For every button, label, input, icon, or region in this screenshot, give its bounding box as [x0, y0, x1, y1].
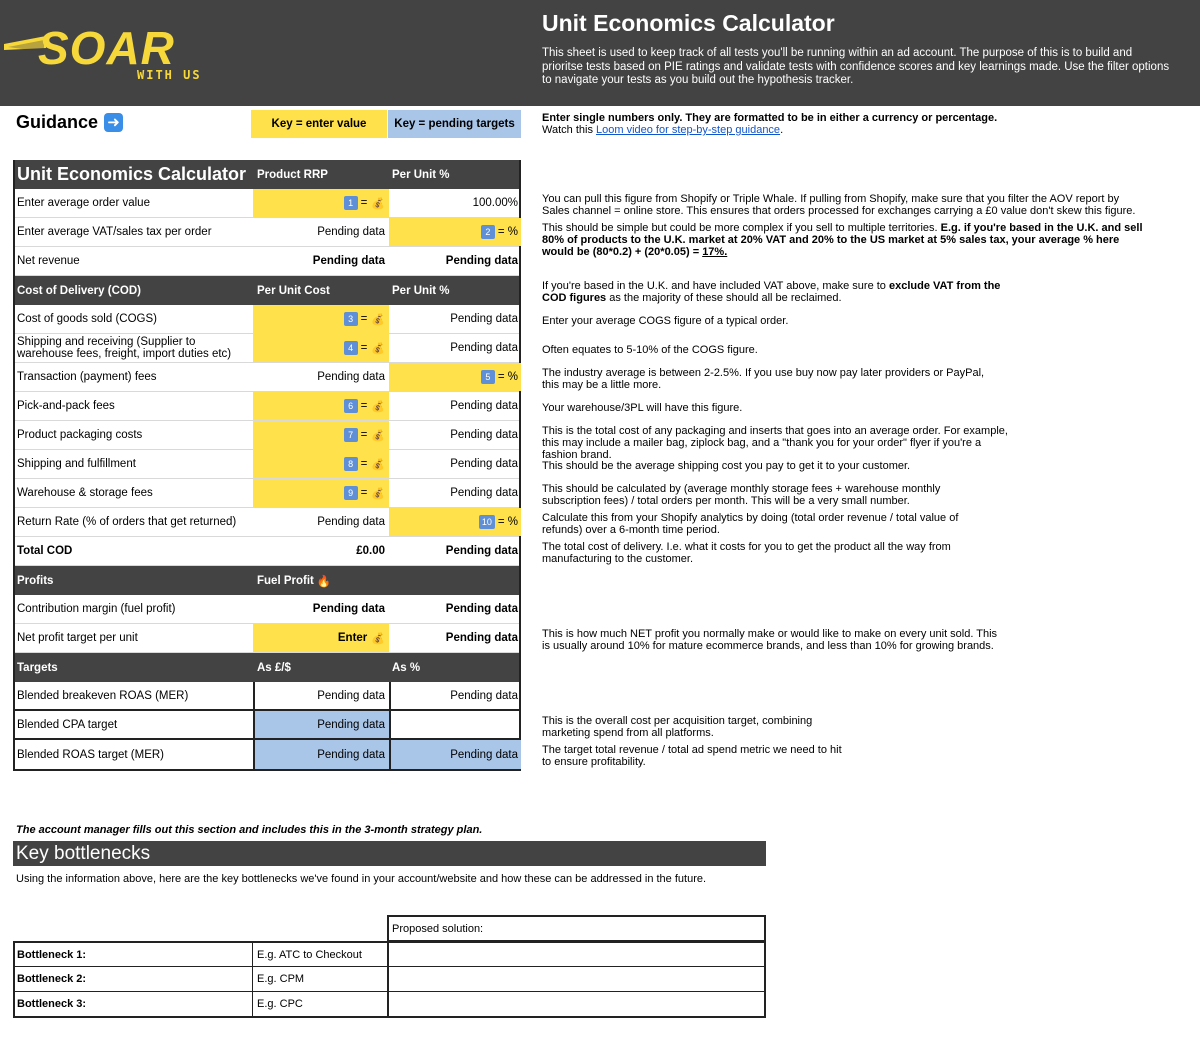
net-label: Net revenue	[17, 255, 80, 267]
note-cod-bold: exclude VAT from the COD figures	[542, 280, 1001, 304]
money-bag-icon: 💰	[371, 197, 385, 210]
wh-eq: =	[360, 487, 368, 499]
pick-input[interactable]	[253, 392, 389, 420]
bottleneck-solution-cell[interactable]	[387, 992, 766, 1016]
account-manager-note: The account manager fills out this section and includes this in the 3-month strategy plan.	[16, 824, 483, 836]
cogs-label: Cost of goods sold (COGS)	[17, 313, 157, 325]
ship-recv-badge: 4	[344, 341, 358, 355]
header-description: This sheet is used to keep track of all tests you'll be running within an ad account. The purpose of this is to build and prioritse tests based on PIE ratings and validate tests with confidence scores and key learnings made. Use the filter options to navigate your tests as you build out the hypothesis tracker.	[542, 47, 1170, 86]
guidance-label	[16, 112, 123, 133]
guidance-note-suffix: .	[780, 124, 784, 136]
unit-economics-table	[13, 160, 521, 771]
cod-header-row	[15, 276, 519, 305]
npt-input[interactable]	[253, 624, 389, 652]
key-bottlenecks-description: Using the information above, here are the key bottlenecks we've found in your account/website and how these can be addressed in the future.	[16, 873, 707, 885]
pack-pct: Pending data	[450, 429, 518, 441]
fire-icon: 🔥	[316, 575, 332, 588]
logo-wordmark: SOAR	[38, 22, 175, 74]
money-bag-icon: 💰	[371, 632, 385, 645]
bottleneck-solution-cell[interactable]	[387, 967, 766, 991]
header-title: Unit Economics Calculator	[542, 10, 835, 36]
roas-label: Blended ROAS target (MER)	[17, 748, 165, 761]
note-pack: This is the total cost of any packaging and inserts that goes into an average order. For example, this may include a mailer bag, ziplock bag, and a "thank you for your order" flyer if you're a fashion brand.	[542, 425, 1008, 461]
roas-value: Pending data	[253, 740, 389, 769]
note-vat	[542, 222, 1152, 258]
bottleneck-row	[15, 991, 764, 1016]
money-bag-icon: 💰	[371, 458, 385, 471]
note-total: The total cost of delivery. I.e. what it costs for you to get the product all the way from manufacturing to the customer.	[542, 541, 951, 565]
row-transaction-fees	[15, 363, 519, 392]
note-ret: Calculate this from your Shopify analytics by doing (total order revenue / total value of refunds) over a 6-month time period.	[542, 512, 959, 536]
note-vat-result: 17%.	[702, 246, 728, 258]
row-cpa-target	[15, 711, 519, 740]
note-roas: The target total revenue / total ad spend metric we need to hit to ensure profitability.	[542, 744, 842, 768]
pack-eq: =	[360, 429, 368, 441]
bottleneck-rows	[13, 941, 766, 1018]
bottleneck-label: Bottleneck 2:	[17, 973, 87, 985]
row-shipping-fulfillment	[15, 450, 519, 479]
aov-pct: 100.00%	[472, 197, 518, 209]
guidance-note-bold: Enter single numbers only. They are formatted to be in either a currency or percentage.	[542, 112, 998, 124]
wh-badge: 9	[344, 486, 358, 500]
ship-pct: Pending data	[450, 458, 518, 470]
key-pending-targets: Key = pending targets	[388, 110, 521, 138]
note-vat-bold: E.g. if you're based in the U.K. and sell 80% of products to the U.K. market at 20% VAT and 20% to the US market at 5% sales tax, your average % here would be (80*0.2) + (20*0.05) =	[542, 222, 1143, 258]
cm-label: Contribution margin (fuel profit)	[17, 603, 176, 615]
npt-label: Net profit target per unit	[17, 632, 138, 644]
cogs-eq: =	[360, 313, 368, 325]
wh-pct: Pending data	[450, 487, 518, 499]
cpa-value: Pending data	[253, 711, 389, 738]
bottleneck-row	[15, 966, 764, 991]
ret-eq: = %	[497, 516, 518, 528]
row-net-profit-target	[15, 624, 519, 653]
bottleneck-label: Bottleneck 3:	[17, 998, 87, 1010]
cpa-pct-empty	[389, 711, 521, 738]
row-warehouse	[15, 479, 519, 508]
col-as-amount: As £/$	[257, 661, 291, 674]
npt-value: Enter	[337, 632, 368, 644]
header-banner	[0, 0, 1200, 106]
row-shipping-receiving	[15, 334, 519, 363]
vat-badge: 2	[481, 225, 495, 239]
calc-title: Unit Economics Calculator	[17, 164, 247, 184]
aov-input[interactable]	[253, 189, 389, 217]
col-as-pct: As %	[392, 661, 421, 674]
pick-eq: =	[360, 400, 368, 412]
roas-pct: Pending data	[389, 740, 521, 769]
guidance-note-prefix: Watch this	[542, 124, 596, 136]
ship-eq: =	[360, 458, 368, 470]
txn-input[interactable]	[389, 363, 521, 391]
ship-input[interactable]	[253, 450, 389, 478]
wh-input[interactable]	[253, 479, 389, 507]
cogs-input[interactable]	[253, 305, 389, 333]
pack-badge: 7	[344, 428, 358, 442]
note-cogs: Enter your average COGS figure of a typical order.	[542, 315, 789, 327]
ret-input[interactable]	[389, 508, 521, 536]
ship-recv-label: Shipping and receiving (Supplier to warehouse fees, freight, import duties etc)	[17, 335, 232, 360]
cpa-label: Blended CPA target	[17, 718, 118, 731]
bottleneck-example[interactable]: E.g. ATC to Checkout	[252, 943, 387, 966]
bottleneck-row	[15, 941, 764, 966]
npt-pct: Pending data	[445, 632, 518, 644]
bottleneck-label: Bottleneck 1:	[17, 948, 87, 961]
txn-label: Transaction (payment) fees	[17, 371, 157, 383]
soar-logo	[4, 18, 219, 84]
txn-eq: = %	[497, 371, 518, 383]
vat-value: Pending data	[317, 226, 385, 238]
cod-header: Cost of Delivery (COD)	[17, 284, 141, 297]
bottleneck-example[interactable]: E.g. CPC	[252, 992, 387, 1016]
note-aov: You can pull this figure from Shopify or Triple Whale. If pulling from Shopify, make sure that you filter the AOV report by Sales channel = online store. This ensures that orders processed for exchanges carrying a £0 value don't skew this figure.	[542, 193, 1136, 217]
total-value: £0.00	[356, 545, 385, 557]
row-packaging	[15, 421, 519, 450]
total-label: Total COD	[17, 545, 73, 557]
loom-video-link[interactable]: Loom video for step-by-step guidance	[596, 124, 781, 136]
wh-label: Warehouse & storage fees	[17, 487, 153, 499]
ret-label: Return Rate (% of orders that get returned)	[17, 516, 237, 528]
ship-label: Shipping and fulfillment	[17, 458, 136, 470]
ship-recv-pct: Pending data	[450, 342, 518, 354]
proposed-solution-header: Proposed solution:	[387, 915, 766, 941]
pick-badge: 6	[344, 399, 358, 413]
right-arrow-icon: ➜	[104, 113, 123, 132]
cogs-badge: 3	[344, 312, 358, 326]
profits-header-row	[15, 566, 519, 595]
row-vat	[15, 218, 519, 247]
ship-recv-input[interactable]	[253, 334, 389, 362]
money-bag-icon: 💰	[371, 487, 385, 500]
note-wh: This should be calculated by (average monthly storage fees + warehouse monthly subscription fees) / total orders per month. This will be a very small number.	[542, 483, 941, 507]
pack-label: Product packaging costs	[17, 429, 143, 441]
row-contribution-margin	[15, 595, 519, 624]
pick-label: Pick-and-pack fees	[17, 400, 115, 412]
aov-label: Enter average order value	[17, 197, 150, 209]
note-vat-plain: This should be simple but could be more complex if you sell to multiple territories.	[542, 222, 941, 234]
note-npt: This is how much NET profit you normally make or would like to make on every unit sold. This is usually around 10% for mature ecommerce brands, and less than 10% for growing brands.	[542, 628, 998, 652]
row-cogs	[15, 305, 519, 334]
guidance-note	[542, 112, 997, 136]
money-bag-icon: 💰	[371, 313, 385, 326]
calc-title-row	[15, 160, 519, 189]
be-pct: Pending data	[389, 682, 521, 709]
col-product-rrp: Product RRP	[257, 168, 328, 181]
money-bag-icon: 💰	[371, 342, 385, 355]
bottleneck-solution-cell[interactable]	[387, 943, 766, 966]
aov-eq: =	[360, 197, 368, 209]
targets-header-row	[15, 653, 519, 682]
be-value: Pending data	[253, 682, 389, 709]
ret-value: Pending data	[317, 516, 385, 528]
targets-header: Targets	[17, 661, 58, 674]
note-ship-recv: Often equates to 5-10% of the COGS figure.	[542, 344, 758, 356]
row-total-cod	[15, 537, 519, 566]
note-ship: This should be the average shipping cost you pay to get it to your customer.	[542, 460, 911, 472]
ret-badge: 10	[479, 515, 495, 529]
profits-header-empty	[389, 566, 521, 595]
money-bag-icon: 💰	[371, 429, 385, 442]
aov-badge: 1	[344, 196, 358, 210]
bottleneck-example[interactable]: E.g. CPM	[252, 967, 387, 991]
total-pct: Pending data	[445, 545, 518, 557]
note-cod	[542, 280, 1012, 304]
txn-value: Pending data	[317, 371, 385, 383]
ship-badge: 8	[344, 457, 358, 471]
row-net-revenue	[15, 247, 519, 276]
net-pct: Pending data	[445, 255, 518, 267]
row-breakeven-roas	[15, 682, 519, 711]
note-txn: The industry average is between 2-2.5%. If you use buy now pay later providers or PayPal, this may be a little more.	[542, 367, 985, 391]
row-aov	[15, 189, 519, 218]
col-cod-per-unit-pct: Per Unit %	[392, 284, 450, 297]
vat-label: Enter average VAT/sales tax per order	[17, 226, 212, 238]
bottlenecks-table	[13, 915, 766, 1019]
fuel-profit-header	[253, 566, 389, 595]
pack-input[interactable]	[253, 421, 389, 449]
logo-subtext: WITH US	[137, 68, 202, 82]
col-per-unit-pct: Per Unit %	[392, 168, 450, 181]
note-cpa: This is the overall cost per acquisition target, combining marketing spend from all platforms.	[542, 715, 813, 739]
vat-eq: = %	[497, 226, 518, 238]
key-enter-value: Key = enter value	[251, 110, 387, 138]
note-cod-plain: If you're based in the U.K. and have included VAT above, make sure to	[542, 280, 889, 292]
col-per-unit-cost: Per Unit Cost	[257, 284, 330, 297]
row-pick-pack	[15, 392, 519, 421]
cogs-pct: Pending data	[450, 313, 518, 325]
fuel-profit-text: Fuel Profit	[257, 574, 314, 587]
money-bag-icon: 💰	[371, 400, 385, 413]
profits-header: Profits	[17, 574, 54, 587]
note-cod-suffix: as the majority of these should all be reclaimed.	[606, 292, 842, 304]
row-roas-target	[15, 740, 519, 769]
txn-badge: 5	[481, 370, 495, 384]
cm-pct: Pending data	[445, 603, 518, 615]
vat-input[interactable]	[389, 218, 521, 246]
guidance-text: Guidance	[16, 112, 99, 132]
net-value: Pending data	[312, 255, 385, 267]
note-pick: Your warehouse/3PL will have this figure.	[542, 402, 743, 414]
be-label: Blended breakeven ROAS (MER)	[17, 689, 189, 702]
pick-pct: Pending data	[450, 400, 518, 412]
ship-recv-eq: =	[360, 342, 368, 354]
key-bottlenecks-title: Key bottlenecks	[13, 841, 766, 866]
cm-value: Pending data	[312, 603, 385, 615]
row-return-rate	[15, 508, 519, 537]
